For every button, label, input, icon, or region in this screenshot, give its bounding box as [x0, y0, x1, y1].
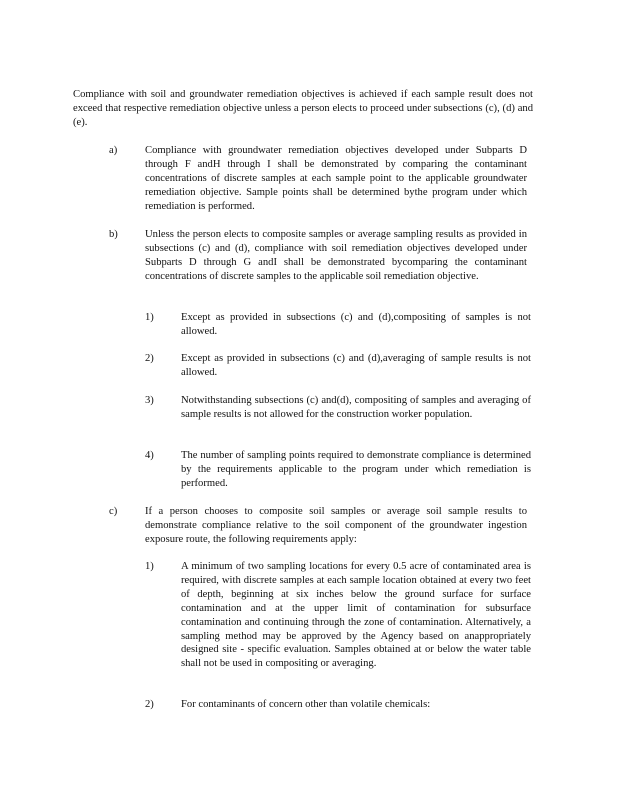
subsection-text: If a person chooses to composite soil samples or average soil sample results to demonstrate compliance relative to the soil component of the groundwater ingestion exposure route, the following requirements apply:	[145, 506, 527, 545]
item-text: A minimum of two sampling locations for every 0.5 acre of contaminated area is required, with discrete samples at each sample location obtained at every two feet of depth, beginning at six inches below the ground surface for surface contamination and at the upper limit of contamination for subsurface contamination and continuing through the zone of contamination. Alternatively, a sampling method may be approved by the Agency based on anappropriately designed site - specific evaluation. Samples obtained at or below the water table shall not be used in compositing or averaging.	[181, 561, 531, 670]
item-text: Except as provided in subsections (c) and (d),averaging of sample results is not allowed.	[181, 353, 531, 378]
item-text: For contaminants of concern other than volatile chemicals:	[181, 699, 431, 710]
subsection-text: Unless the person elects to composite samples or average sampling results as provided in subsections (c) and (d), compliance with soil remediation objectives developed under Subparts D through G andI shall be demonstrated bycomparing the contaminant concentrations of discrete samples to the applicable soil remediation objective.	[145, 229, 527, 282]
item-label: 1)	[145, 312, 154, 323]
item-text: Notwithstanding subsections (c) and(d), compositing of samples and averaging of sample results is not allowed for the construction worker population.	[181, 395, 531, 420]
intro-paragraph: Compliance with soil and groundwater remediation objectives is achieved if each sample result does not exceed that respective remediation objective unless a person elects to proceed under subsections (c), (d) and (e).	[73, 89, 533, 128]
subsection-text: Compliance with groundwater remediation objectives developed under Subparts D through F andH through I shall be demonstrated by comparing the contaminant concentrations of discrete samples at each sample point to the applicable groundwater remediation objective. Sample points shall be determined bythe program under which remediation is performed.	[145, 145, 527, 212]
subsection-label: b)	[109, 229, 118, 240]
subsection-label: c)	[109, 506, 118, 517]
item-text: The number of sampling points required to demonstrate compliance is determined by the requirements applicable to the program under which remediation is performed.	[181, 450, 531, 489]
item-label: 2)	[145, 353, 154, 364]
item-text: Except as provided in subsections (c) and (d),compositing of samples is not allowed.	[181, 312, 531, 337]
item-label: 2)	[145, 699, 154, 710]
item-label: 4)	[145, 450, 154, 461]
subsection-label: a)	[109, 145, 118, 156]
item-label: 3)	[145, 395, 154, 406]
item-label: 1)	[145, 561, 154, 572]
